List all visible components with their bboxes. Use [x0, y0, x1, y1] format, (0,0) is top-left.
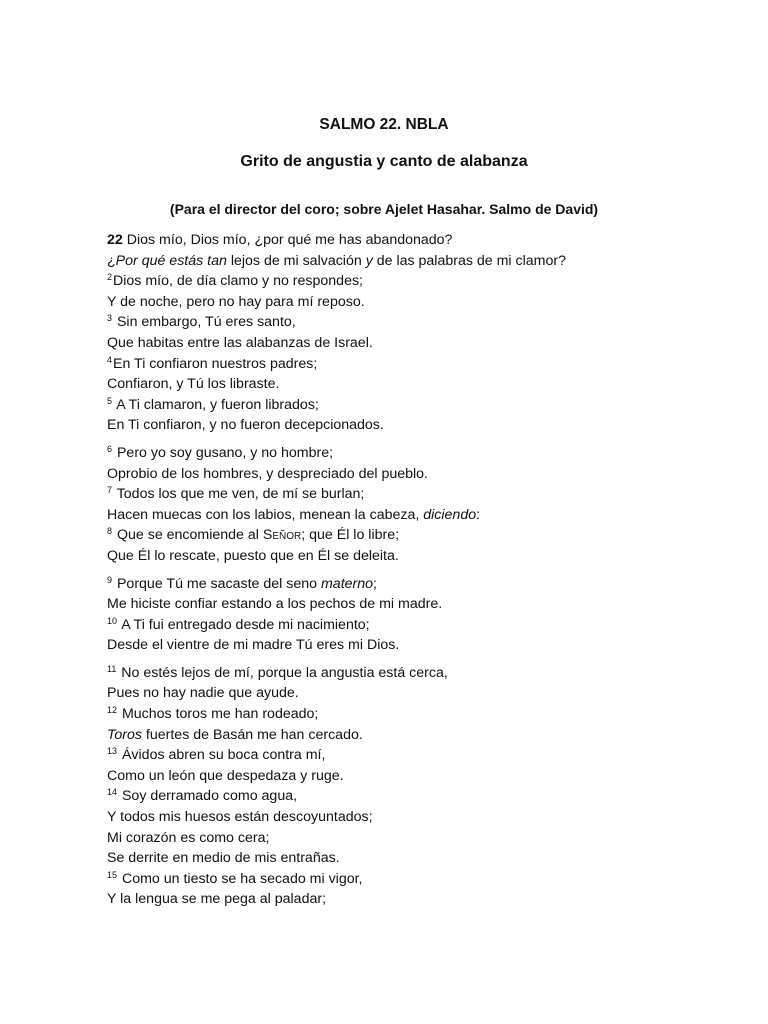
verse-number: 12 [107, 705, 118, 716]
verse-number: 2 [107, 272, 113, 283]
verse-line: Pues no hay nadie que ayude. [107, 685, 299, 702]
verse-number: 4 [107, 354, 113, 365]
verse-line: Me hiciste confiar estando a los pechos de mi madre. [107, 596, 443, 613]
verse-line: Hacen muecas con los labios, menean la cabeza, diciendo: [107, 506, 481, 523]
verse-line: $^3$ Sin embargo, Tú eres santo, [107, 313, 296, 331]
verse-number: 5 [107, 395, 113, 406]
verse-line: $^2$Dios mío, de día clamo y no respondes; [107, 272, 364, 290]
verse-line: $^6$ Pero yo soy gusano, y no hombre; [107, 443, 334, 461]
verse-line: $^7$ Todos los que me ven, de mí se burlan; [107, 485, 365, 503]
verse-number: 8 [107, 526, 113, 537]
verse-line: Desde el vientre de mi madre Tú eres mi Dios. [107, 637, 400, 654]
verse-line: En Ti confiaron, y no fueron decepcionados. [107, 417, 384, 434]
verse-line: $^{15}$ Como un tiesto se ha secado mi vigor, [107, 869, 363, 887]
verse-line: Toros fuertes de Basán me han cercado. [107, 726, 363, 743]
document-subtitle: Grito de angustia y canto de alabanza [240, 153, 528, 170]
verse-number: 10 [107, 615, 118, 626]
verse-number: 6 [107, 443, 113, 454]
stanza-4 [107, 663, 727, 910]
verse-line: Confiaron, y Tú los libraste. [107, 376, 280, 393]
superscription: (Para el director del coro; sobre Ajelet Hasahar. Salmo de David) [169, 201, 599, 217]
verse-number: 14 [107, 787, 118, 798]
verse-number: 9 [107, 574, 113, 585]
document-title: SALMO 22. NBLA [319, 116, 449, 133]
chapter-number: 22 [107, 232, 123, 248]
verse-line: $^{12}$ Muchos toros me han rodeado; [107, 705, 319, 723]
verse-line: Y de noche, pero no hay para mí reposo. [107, 293, 365, 310]
verse-line: Mi corazón es como cera; [107, 829, 270, 846]
verse-line: Como un león que despedaza y ruge. [107, 767, 344, 784]
verse-line: $^8$ Que se encomiende al Señor; que Él lo libre; [107, 526, 400, 544]
verse-line: ¿Por qué estás tan lejos de mi salvación y de las palabras de mi clamor? [107, 252, 566, 269]
verse-line: $^4$En Ti confiaron nuestros padres; [107, 354, 318, 372]
verse-line: Que habitas entre las alabanzas de Israel. [107, 334, 373, 351]
verse-number: 13 [107, 746, 118, 757]
verse-line: $^{13}$ Ávidos abren su boca contra mí, [107, 746, 326, 764]
stanza-1 [107, 230, 727, 436]
verse-line: Se derrite en medio de mis entrañas. [107, 850, 340, 867]
verse-line: $^{10}$ A Ti fui entregado desde mi nacimiento; [107, 615, 370, 633]
lord-small-caps: Señor [262, 527, 302, 544]
verse-line: 22 Dios mío, Dios mío, ¿por qué me has abandonado? [107, 232, 453, 248]
verse-number: 15 [107, 869, 118, 880]
verse-line: $^{11}$ No estés lejos de mí, porque la angustia está cerca, [107, 663, 448, 681]
stanza-3 [107, 574, 727, 656]
verse-line: Oprobio de los hombres, y despreciado del pueblo. [107, 465, 428, 482]
verse-line: Y la lengua se me pega al paladar; [107, 891, 327, 908]
verse-line: $^{14}$ Soy derramado como agua, [107, 787, 298, 805]
stanza-2 [107, 443, 727, 567]
verse-line: $^5$ A Ti clamaron, y fueron librados; [107, 395, 319, 413]
verse-number: 3 [107, 313, 113, 324]
verse-line: Y todos mis huesos están descoyuntados; [107, 809, 373, 826]
verse-number: 11 [107, 663, 117, 674]
verse-line: $^9$ Porque Tú me sacaste del seno materno; [107, 574, 377, 592]
psalm-text [107, 230, 727, 917]
verse-line: Que Él lo rescate, puesto que en Él se deleita. [107, 547, 399, 564]
verse-number: 7 [107, 485, 113, 496]
